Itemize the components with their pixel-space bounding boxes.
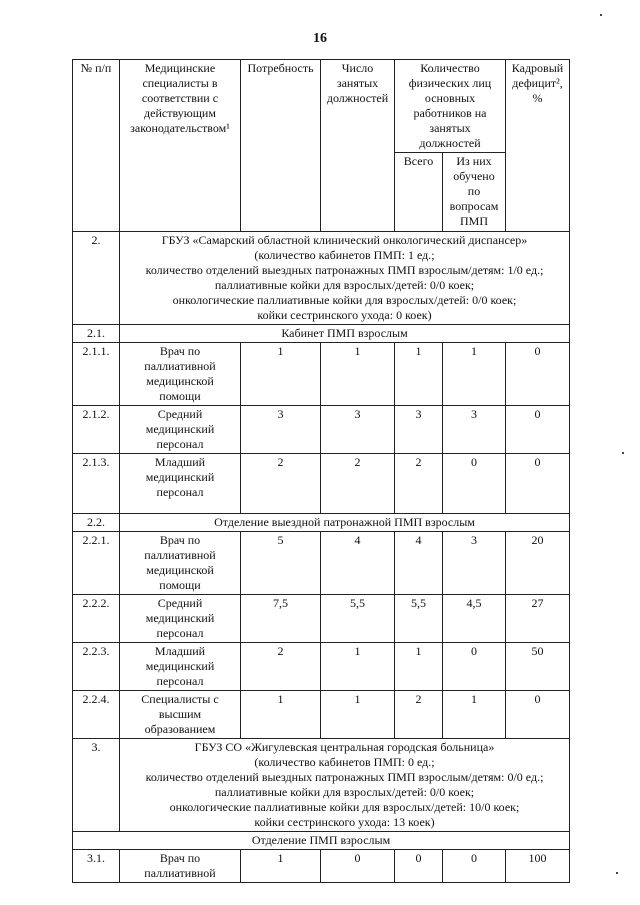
row-need: 1	[241, 691, 321, 739]
header-occupied: Число занятых должностей	[321, 60, 395, 232]
row-deficit: 0	[506, 406, 570, 454]
section-title: ГБУЗ СО «Жигулевская центральная городская больница» (количество кабинетов ПМП: 0 ед.; количество отделений выездных патронажных ПМП взрослым/детям: 0/0 ед.; паллиативные койки для взрослых/детей: 0/0 коек; онкологические паллиативные койки для взрослых/детей: 10/0 коек; койки сестринского ухода: 13 коек)	[120, 739, 570, 832]
row-specialist: Младший медицинский персонал	[120, 454, 241, 514]
subsection-code: 2.1.	[73, 325, 120, 343]
header-total: Всего	[395, 153, 443, 232]
table-row	[73, 343, 570, 406]
table-row	[73, 691, 570, 739]
row-code: 2.1.1.	[73, 343, 120, 406]
row-deficit: 0	[506, 691, 570, 739]
row-code: 2.2.4.	[73, 691, 120, 739]
row-trained: 1	[443, 691, 506, 739]
row-specialist: Средний медицинский персонал	[120, 406, 241, 454]
row-total: 1	[395, 343, 443, 406]
row-deficit: 20	[506, 532, 570, 595]
row-total: 3	[395, 406, 443, 454]
row-total: 5,5	[395, 595, 443, 643]
row-need: 1	[241, 343, 321, 406]
row-occupied: 3	[321, 406, 395, 454]
header-need: Потребность	[241, 60, 321, 232]
scan-speck	[600, 14, 602, 16]
row-trained: 0	[443, 850, 506, 883]
section-title: ГБУЗ «Самарский областной клинический онкологический диспансер» (количество кабинетов ПМП: 1 ед.; количество отделений выездных патронажных ПМП взрослым/детям: 1/0 ед.; паллиативные койки для взрослых/детей: 0/0 коек; онкологические паллиативные койки для взрослых/детей: 0/0 коек; койки сестринского ухода: 0 коек)	[120, 232, 570, 325]
row-need: 3	[241, 406, 321, 454]
subsection-row	[73, 325, 570, 343]
row-code: 3.1.	[73, 850, 120, 883]
row-specialist: Специалисты с высшим образованием	[120, 691, 241, 739]
table-row	[73, 850, 570, 883]
row-occupied: 1	[321, 343, 395, 406]
row-need: 7,5	[241, 595, 321, 643]
table-row	[73, 595, 570, 643]
row-specialist: Врач по паллиативной	[120, 850, 241, 883]
row-total: 2	[395, 691, 443, 739]
row-occupied: 4	[321, 532, 395, 595]
row-deficit: 50	[506, 643, 570, 691]
row-specialist: Младший медицинский персонал	[120, 643, 241, 691]
row-code: 2.2.3.	[73, 643, 120, 691]
section-code: 2.	[73, 232, 120, 325]
scan-speck	[622, 452, 624, 454]
row-trained: 3	[443, 406, 506, 454]
table-row	[73, 643, 570, 691]
row-trained: 0	[443, 643, 506, 691]
row-deficit: 0	[506, 343, 570, 406]
row-trained: 1	[443, 343, 506, 406]
row-occupied: 1	[321, 691, 395, 739]
row-total: 0	[395, 850, 443, 883]
row-deficit: 0	[506, 454, 570, 514]
subsection-title: Кабинет ПМП взрослым	[120, 325, 570, 343]
scan-speck	[616, 872, 618, 874]
page-number: 16	[313, 31, 327, 46]
row-specialist: Врач по паллиативной медицинской помощи	[120, 343, 241, 406]
header-row	[73, 60, 570, 153]
row-trained: 3	[443, 532, 506, 595]
header-count: Количество физических лиц основных работников на занятых должностей	[395, 60, 506, 153]
section-code: 3.	[73, 739, 120, 832]
section-row	[73, 739, 570, 832]
table-row	[73, 406, 570, 454]
row-trained: 4,5	[443, 595, 506, 643]
header-trained: Из них обучено по вопросам ПМП	[443, 153, 506, 232]
table-row	[73, 454, 570, 514]
row-need: 1	[241, 850, 321, 883]
row-code: 2.2.2.	[73, 595, 120, 643]
row-need: 2	[241, 454, 321, 514]
row-occupied: 2	[321, 454, 395, 514]
row-code: 2.1.2.	[73, 406, 120, 454]
header-deficit: Кадровый дефицит², %	[506, 60, 570, 232]
row-occupied: 5,5	[321, 595, 395, 643]
section-row	[73, 232, 570, 325]
table-row	[73, 532, 570, 595]
row-need: 5	[241, 532, 321, 595]
subsection-row	[73, 832, 570, 850]
subsection-code: 2.2.	[73, 514, 120, 532]
row-total: 1	[395, 643, 443, 691]
row-code: 2.2.1.	[73, 532, 120, 595]
row-need: 2	[241, 643, 321, 691]
row-total: 2	[395, 454, 443, 514]
row-specialist: Врач по паллиативной медицинской помощи	[120, 532, 241, 595]
row-specialist: Средний медицинский персонал	[120, 595, 241, 643]
row-trained: 0	[443, 454, 506, 514]
subsection-title: Отделение выездной патронажной ПМП взрослым	[120, 514, 570, 532]
header-num: № п/п	[73, 60, 120, 232]
staffing-table	[72, 59, 570, 883]
row-code: 2.1.3.	[73, 454, 120, 514]
row-total: 4	[395, 532, 443, 595]
row-deficit: 100	[506, 850, 570, 883]
row-occupied: 0	[321, 850, 395, 883]
header-specialists: Медицинские специалисты в соответствии с действующим законодательством¹	[120, 60, 241, 232]
subsection-row	[73, 514, 570, 532]
subsection-title: Отделение ПМП взрослым	[73, 832, 570, 850]
row-occupied: 1	[321, 643, 395, 691]
row-deficit: 27	[506, 595, 570, 643]
